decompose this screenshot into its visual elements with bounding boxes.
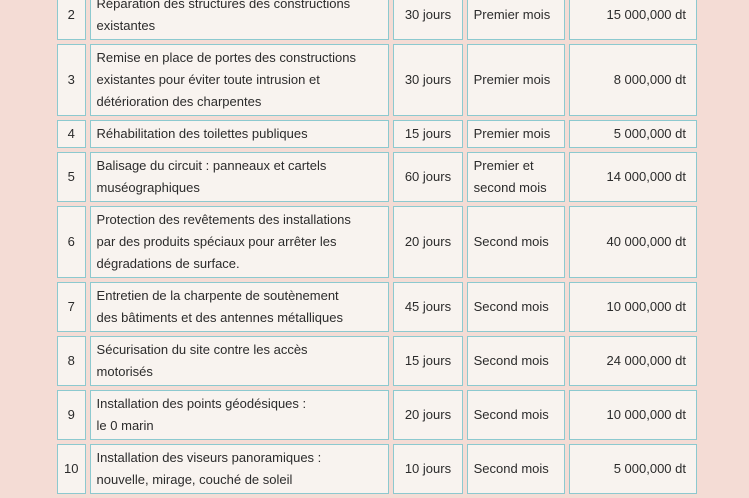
task-description [90,0,390,40]
task-line: Entretien de la charpente de soutènement [96,288,339,303]
task-description [90,444,390,494]
table-row [57,390,697,440]
task-line: le 0 marin [96,418,154,433]
task-description [90,390,390,440]
task-line: existantes [96,18,156,33]
task-line: Sécurisation du site contre les accès [96,342,308,357]
duration: 20 jours [393,390,462,440]
task-line: motorisés [96,364,153,379]
task-description [90,152,390,202]
task-line: par des produits spéciaux pour arrêter les [96,234,337,249]
task-description [90,336,390,386]
table-row [57,152,697,202]
cost: 5 000,000 dt [569,444,698,494]
task-line: Réhabilitation des toilettes publiques [96,126,308,141]
period [467,444,565,494]
duration: 15 jours [393,336,462,386]
period [467,152,565,202]
table-row [57,336,697,386]
period [467,44,565,116]
task-line: détérioration des charpentes [96,94,262,109]
task-line: des bâtiments et des antennes métalliques [96,310,343,325]
duration: 45 jours [393,282,462,332]
row-number: 7 [57,282,86,332]
period [467,206,565,278]
table-row [57,120,697,148]
task-line: Réparation des structures des constructions [96,0,351,11]
row-number: 4 [57,120,86,148]
cost: 40 000,000 dt [569,206,698,278]
duration: 60 jours [393,152,462,202]
row-number: 5 [57,152,86,202]
table-row [57,0,697,40]
cost: 10 000,000 dt [569,282,698,332]
works-schedule-table [53,0,701,498]
task-line: dégradations de surface. [96,256,240,271]
task-description [90,120,390,148]
cost: 24 000,000 dt [569,336,698,386]
cost: 8 000,000 dt [569,44,698,116]
cost: 14 000,000 dt [569,152,698,202]
task-description [90,44,390,116]
period [467,120,565,148]
task-line: Protection des revêtements des installations [96,212,351,227]
duration: 15 jours [393,120,462,148]
period [467,282,565,332]
table-row [57,444,697,494]
duration: 30 jours [393,0,462,40]
task-line: existantes pour éviter toute intrusion et [96,72,320,87]
duration: 20 jours [393,206,462,278]
period [467,0,565,40]
period-line: Premier et [473,158,534,173]
row-number: 8 [57,336,86,386]
task-line: muséographiques [96,180,200,195]
task-description [90,206,390,278]
table-body [57,0,697,494]
task-description [90,282,390,332]
row-number: 9 [57,390,86,440]
duration: 10 jours [393,444,462,494]
table-row [57,44,697,116]
row-number: 2 [57,0,86,40]
period-line: Premier mois [473,72,551,87]
period-line: Second mois [473,234,549,249]
task-line: Balisage du circuit : panneaux et cartels [96,158,327,173]
period-line: Second mois [473,353,549,368]
period-line: Second mois [473,299,549,314]
period-line: Second mois [473,407,549,422]
row-number: 6 [57,206,86,278]
table-row [57,282,697,332]
period-line: Second mois [473,461,549,476]
cost: 5 000,000 dt [569,120,698,148]
cost: 10 000,000 dt [569,390,698,440]
period-line: Premier mois [473,7,551,22]
task-line: Installation des viseurs panoramiques : [96,450,322,465]
task-line: Installation des points géodésiques : [96,396,307,411]
table-row [57,206,697,278]
cost: 15 000,000 dt [569,0,698,40]
period [467,390,565,440]
task-line: Remise en place de portes des constructions [96,50,356,65]
period-line: second mois [473,180,547,195]
period [467,336,565,386]
task-line: nouvelle, mirage, couché de soleil [96,472,293,487]
row-number: 3 [57,44,86,116]
period-line: Premier mois [473,126,551,141]
row-number: 10 [57,444,86,494]
duration: 30 jours [393,44,462,116]
